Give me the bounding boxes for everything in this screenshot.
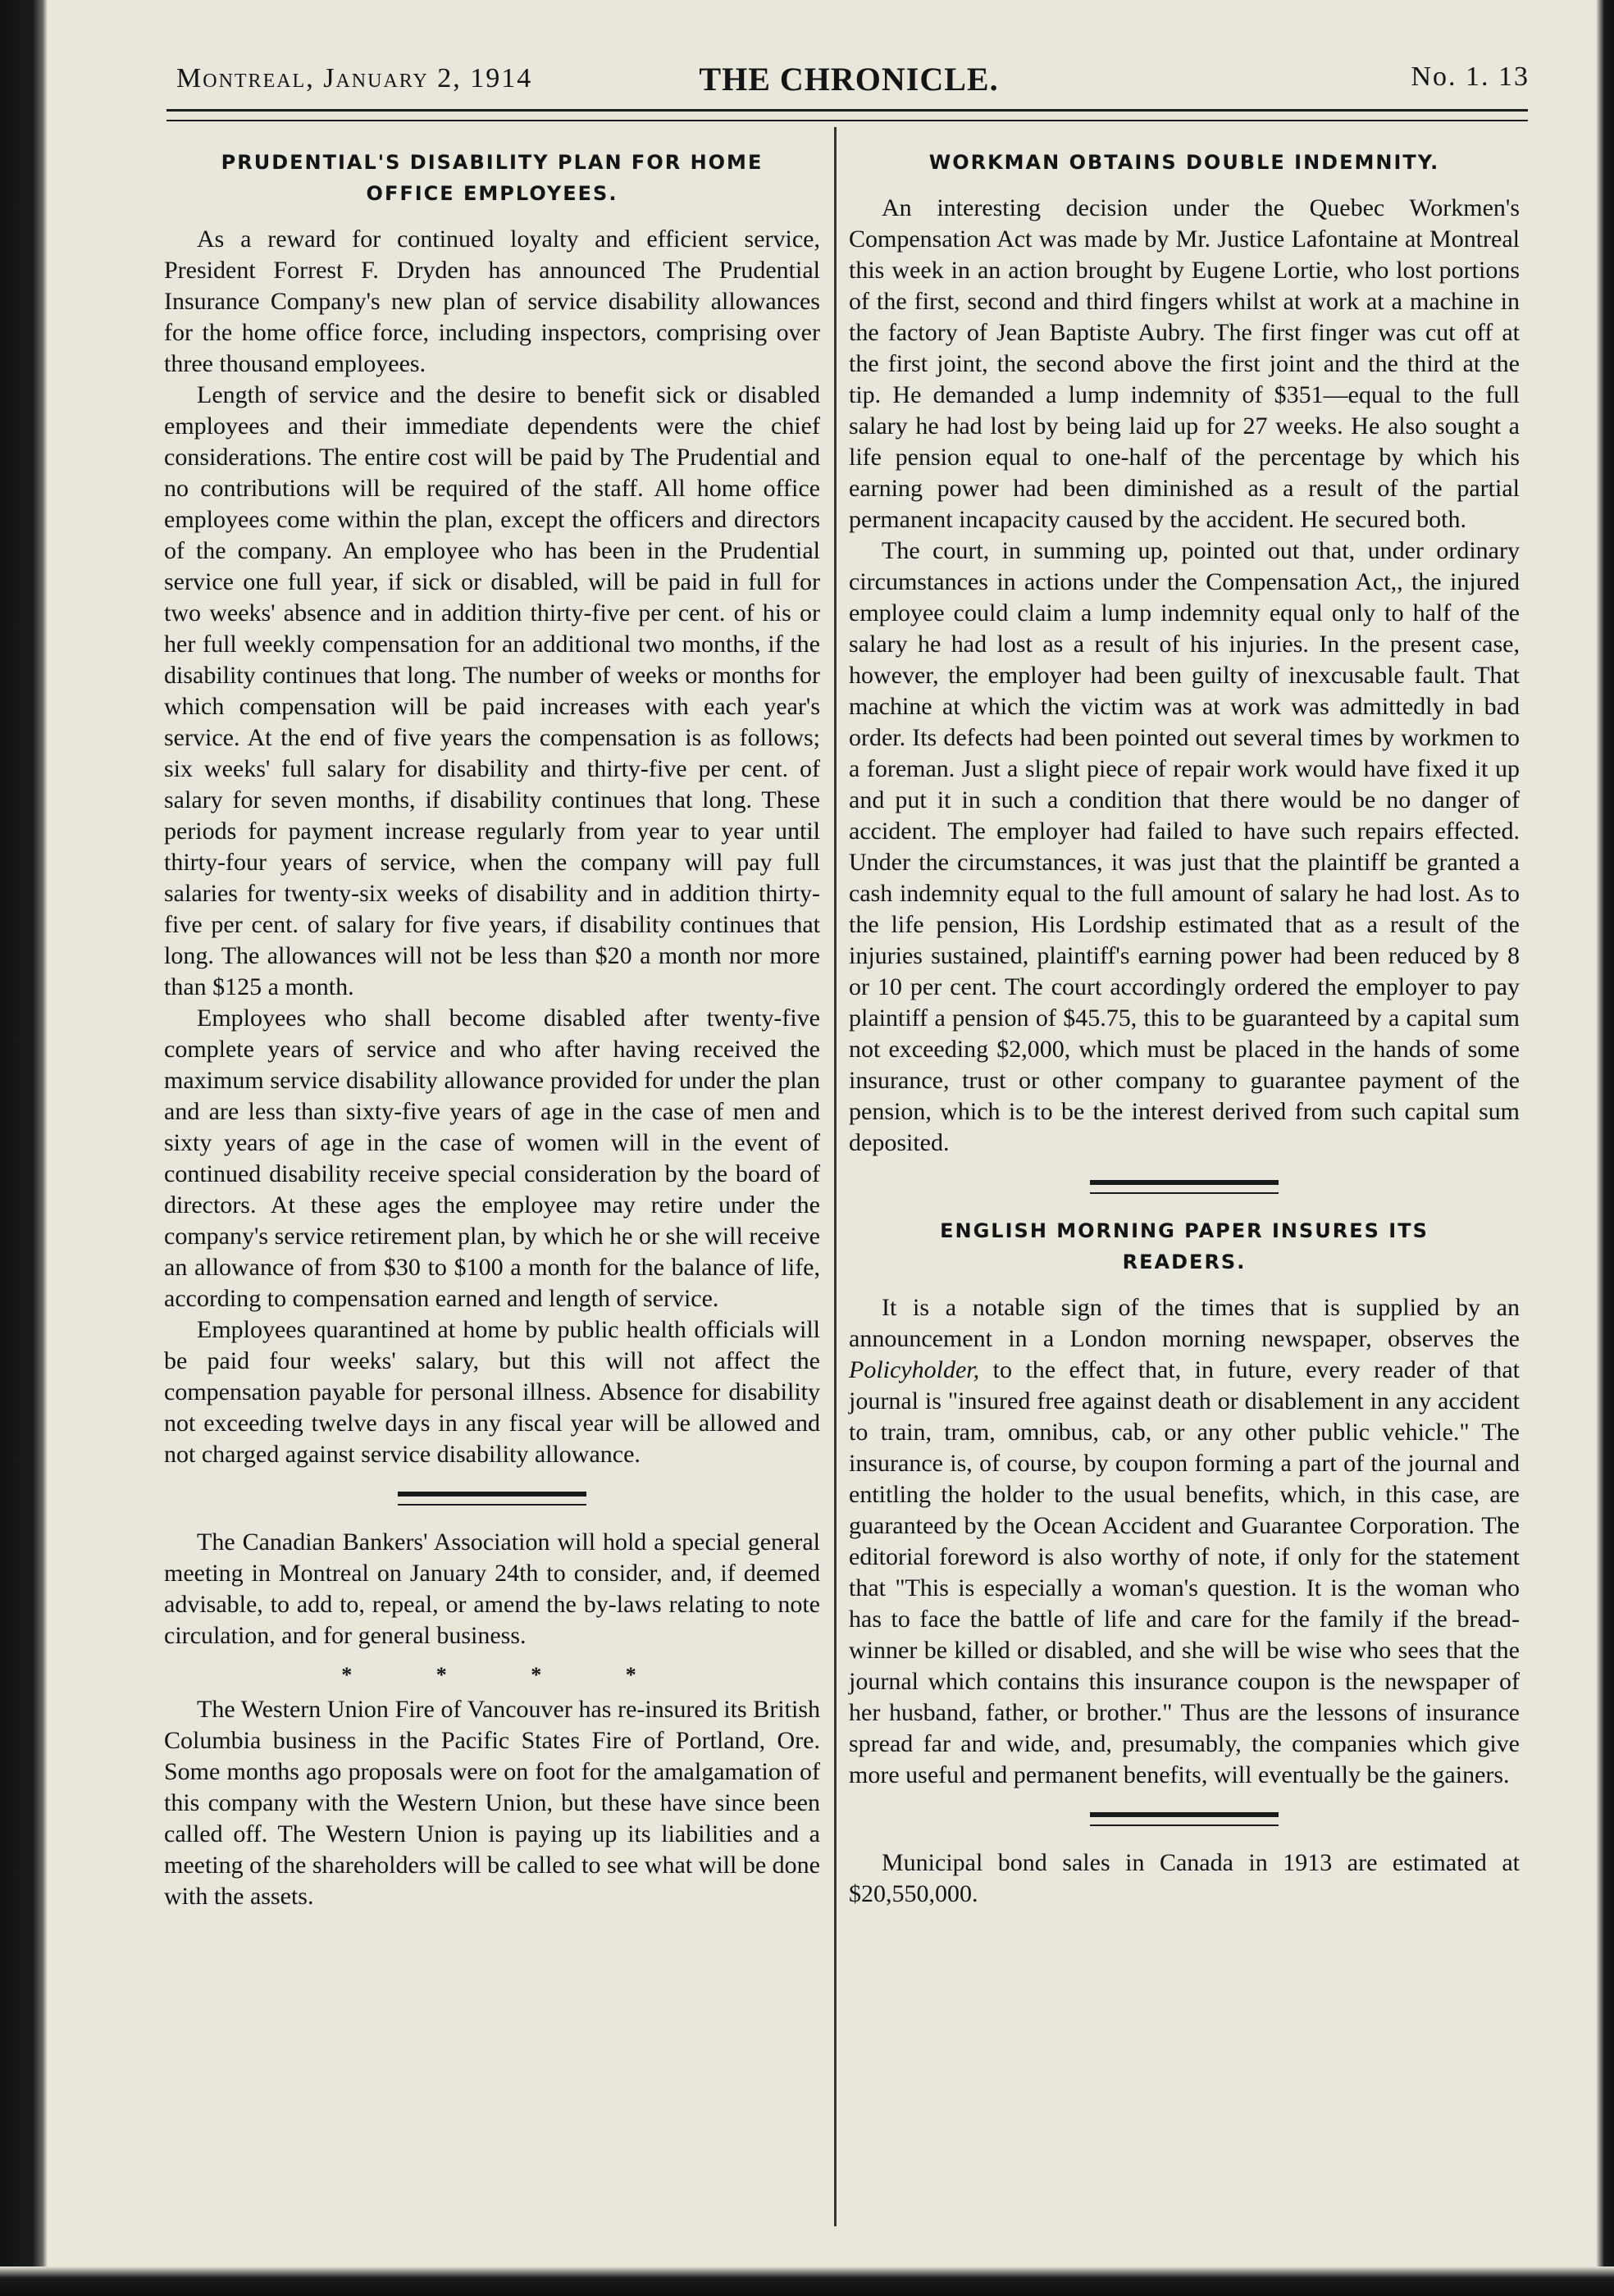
dateline: Montreal, January 2, 1914 [176, 63, 533, 93]
paragraph: Length of service and the desire to benefit sick or disabled employees and their immediate dependents were the chief considerations. The entire cost will be paid by The Prudential and no contributions will be required of the staff. All home office employees come within the plan, except the officers and directors of the company. An employee who has been in the Prudential service one full year, if sick or disabled, will be paid in full for two weeks' absence and in addition thirty-five per cent. of his or her full weekly compensation for an additional two months, if the disability continues that long. The number of weeks or months for which compensation will be paid increases with each year's service. At the end of five years the compensation is as follows; six weeks' full salary for disability and thirty-five per cent. of salary for seven months, if disability continues that long. These periods for payment increase regularly from year to year until thirty-four years of service, when the company will pay full salaries for twenty-six weeks of disability and in addition thirty-five per cent. of salary for five years, if disability continues that long. The allowances will not be less than $20 a month nor more than $125 a month. [164, 381, 820, 1000]
section-rule [398, 1492, 586, 1506]
paragraph [849, 1292, 1520, 1791]
newspaper-page [160, 45, 1538, 2226]
running-head [160, 45, 1538, 102]
paragraph: As a reward for continued loyalty and efficient service, President Forrest F. Dryden has announced The Prudential Insurance Company's new plan of service disability allowances for the home office force, including inspectors, comprising over three thousand employees. [164, 226, 820, 377]
header-rule [166, 109, 1528, 121]
text-run: It is a notable sign of the times that is supplied by an announcement in a London morning newspaper, observes the [849, 1294, 1520, 1352]
scan-edge-left [0, 0, 48, 2296]
heading-line: ENGLISH MORNING PAPER INSURES ITS [940, 1219, 1429, 1242]
heading-line: PRUDENTIAL'S DISABILITY PLAN FOR HOME [221, 151, 764, 174]
scan-edge-right [1596, 0, 1614, 2296]
left-column [164, 135, 820, 1912]
right-column [849, 135, 1520, 1910]
paragraph: Employees quarantined at home by public health officials will be paid four weeks' salary, but this will not affect the compensation payable for personal illness. Absence for disability not exceeding twelve days in any fiscal year will be allowed and not charged against service disability allowance. [164, 1316, 820, 1468]
paragraph: Employees who shall become disabled after twenty-five complete years of service and who after having received the maximum service disability allowance provided for under the plan and are less than sixty-five years of age in the case of men and sixty years of age in the case of women will in the event of continued disability receive special consideration by the board of directors. At these ages the employee may retire under the company's service retirement plan, by which he or she will receive an allowance of from $30 to $100 a month for the balance of life, according to compensation earned and length of service. [164, 1004, 820, 1312]
heading-line: READERS. [1122, 1250, 1247, 1273]
article-heading-workman: WORKMAN OBTAINS DOUBLE INDEMNITY. [928, 151, 1440, 174]
paragraph: An interesting decision under the Quebec Workmen's Compensation Act was made by Mr. Justice Lafontaine at Montreal this week in an action brought by Eugene Lortie, who lost portions of the first, second and third fingers whilst at work at a machine in the factory of Jean Baptiste Aubry. The first finger was cut off at the first joint, the second above the first joint and the third at the tip. He demanded a lump indemnity of $351—equal to the full salary he had lost by being laid up for 27 weeks. He also sought a life pension equal to one-half of the percentage by which his earning power had been diminished as a result of the partial permanent incapacity caused by the accident. He secured both. [849, 194, 1520, 533]
asterisk-separator: * * * * [341, 1663, 676, 1687]
article-heading-prudential [164, 147, 820, 209]
issue-page-number: No. 1. 13 [1411, 61, 1530, 92]
paragraph: Municipal bond sales in Canada in 1913 are estimated at $20,550,000. [849, 1849, 1520, 1907]
section-rule [1090, 1180, 1279, 1194]
paragraph: The Western Union Fire of Vancouver has re-insured its British Columbia business in the Pacific States Fire of Portland, Ore. Some months ago proposals were on foot for the amalgamation of this company with the Western Union, but these have since been called off. The Western Union is paying up its liabilities and a meeting of the shareholders will be called to see what will be done with the assets. [164, 1696, 820, 1910]
article-heading-english-paper [849, 1215, 1520, 1278]
column-divider [834, 127, 837, 2226]
publication-name: Policyholder, [849, 1356, 980, 1383]
paragraph: The Canadian Bankers' Association will hold a special general meeting in Montreal on January 24th to consider, and, if deemed advisable, to add to, repeal, or amend the by-laws relating to note circulation, and for general business. [164, 1528, 820, 1649]
section-rule [1090, 1812, 1279, 1826]
publication-title: THE CHRONICLE. [699, 61, 999, 98]
text-run: to the effect that, in future, every reader of that journal is "insured free against death or disablement in any accident to train, tram, omnibus, cab, or any other public vehicle." The insurance is, of course, by coupon forming a part of the journal and entitling the holder to the usual benefits, which, in this case, are guaranteed by the Ocean Accident and Guarantee Corporation. The editorial foreword is also worthy of note, if only for the statement that "This is especially a woman's question. It is the woman who has to face the battle of life and care for the family if the bread-winner be killed or disabled, and she will be wise who sees that the journal which contains this insurance coupon is the newspaper of her husband, father, or brother." Thus are the lessons of insurance spread far and wide, and, presumably, the companies which give more useful and permanent benefits, will eventually be the gainers. [849, 1356, 1520, 1788]
scan-edge-bottom [0, 2266, 1614, 2296]
heading-line: OFFICE EMPLOYEES. [366, 182, 618, 205]
paragraph: The court, in summing up, pointed out that, under ordinary circumstances in actions under the Compensation Act,, the injured employee could claim a lump indemnity equal only to half of the salary he had lost as a result of his injuries. In the present case, however, the employer had been guilty of inexcusable fault. That machine at which the victim was at work was admittedly in bad order. Its defects had been pointed out several times by workmen to a foreman. Just a slight piece of repair work would have fixed it up and put it in such a condition that there would be no danger of accident. The employer had failed to have such repairs effected. Under the circumstances, it was just that the plaintiff be granted a cash indemnity equal to the full amount of salary he had lost. As to the life pension, His Lordship estimated that as a result of the injuries sustained, plaintiff's earning power had been reduced by 8 or 10 per cent. The court accordingly ordered the employer to pay plaintiff a pension of $45.75, this to be guaranteed by a capital sum not exceeding $2,000, which must be placed in the hands of some insurance, trust or other company to guarantee payment of the pension, which is to be the interest derived from such capital sum deposited. [849, 537, 1520, 1156]
